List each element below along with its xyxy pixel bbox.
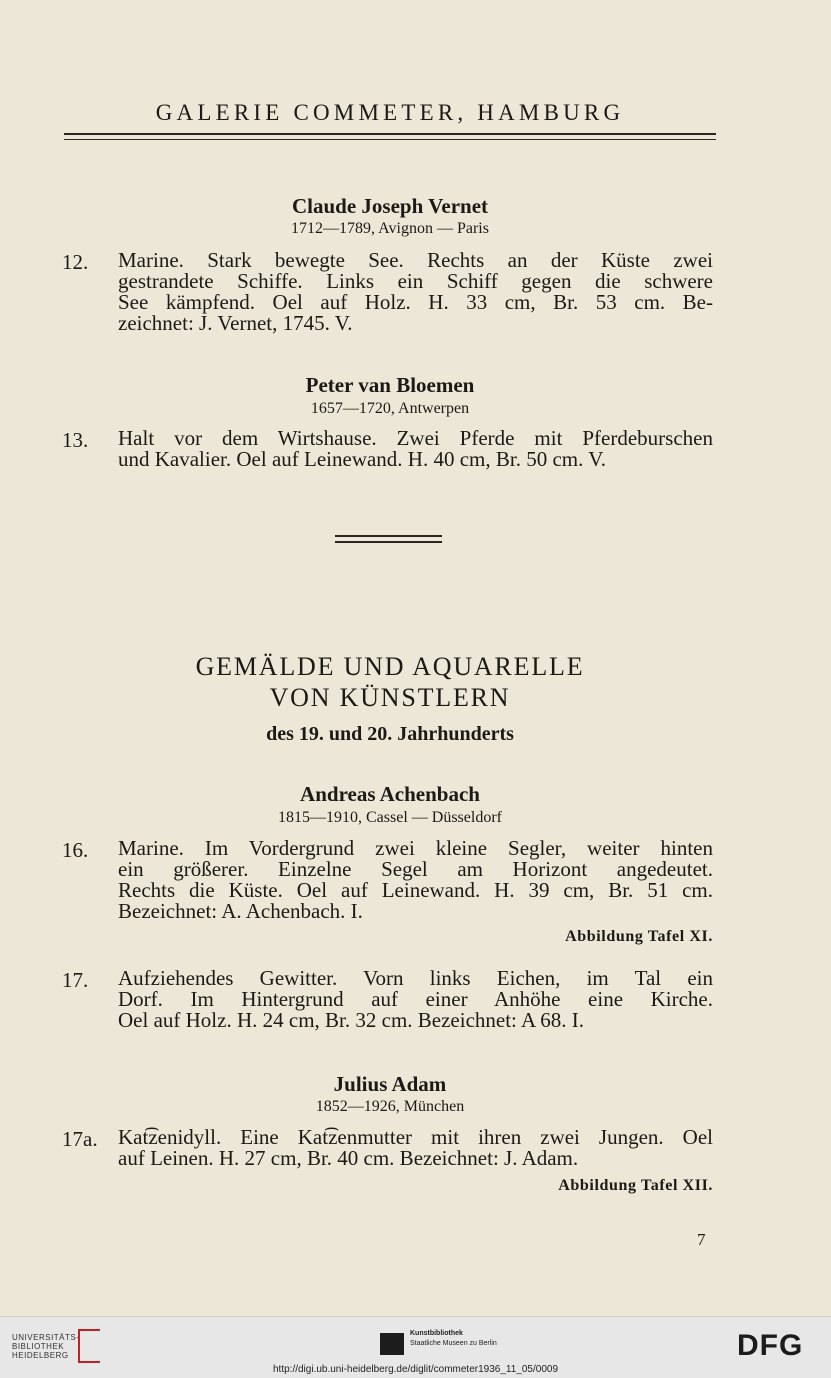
plate-reference: Abbildung Tafel XII. — [558, 1177, 713, 1194]
artist-name: Andreas Achenbach — [300, 782, 480, 806]
section-subtitle: des 19. und 20. Jahrhunderts — [266, 723, 514, 745]
entry-line: ein größerer. Einzelne Segel am Horizont angedeutet. — [118, 857, 713, 881]
entry-line: Kat͡zenidyll. Eine Kat͡zenmutter mit ihren zwei Jungen. Oel — [118, 1125, 713, 1149]
catalog-entry — [118, 838, 713, 922]
catalog-entry — [118, 428, 713, 470]
kunstbibliothek-text — [410, 1329, 497, 1349]
entry-line: Dorf. Im Hintergrund auf einer Anhöhe eine Kirche. — [118, 987, 713, 1011]
entry-line: Halt vor dem Wirtshause. Zwei Pferde mit Pferdeburschen — [118, 426, 713, 450]
dfg-logo: DFG — [737, 1329, 804, 1362]
catalog-number: 17a. — [62, 1127, 98, 1151]
catalog-number: 13. — [62, 428, 89, 452]
viewer-footer — [0, 1316, 831, 1378]
entry-line: gestrandete Schiffe. Links ein Schiff gegen die schwere — [118, 269, 713, 293]
artist-name: Peter van Bloemen — [305, 373, 475, 397]
entry-line: See kämpfend. Oel auf Holz. H. 33 cm, Br. 53 cm. Be- — [118, 290, 713, 314]
section-separator — [335, 541, 442, 543]
entry-line: Marine. Stark bewegte See. Rechts an der Küste zwei — [118, 248, 713, 272]
entry-line: Bezeichnet: A. Achenbach. I. — [118, 899, 363, 923]
university-line: HEIDELBERG — [12, 1351, 69, 1360]
catalog-number: 12. — [62, 250, 89, 274]
header-rule-thin — [64, 139, 716, 140]
section-title: GEMÄLDE UND AQUARELLE — [195, 652, 585, 681]
plate-reference: Abbildung Tafel XI. — [565, 928, 713, 945]
entry-line: zeichnet: J. Vernet, 1745. V. — [118, 311, 353, 335]
university-line: UNIVERSITÄTS- — [12, 1333, 80, 1342]
entry-line: und Kavalier. Oel auf Leinewand. H. 40 cm, Br. 50 cm. V. — [118, 447, 606, 471]
entry-line: Marine. Im Vordergrund zwei kleine Segler, weiter hinten — [118, 836, 713, 860]
artist-name: Claude Joseph Vernet — [291, 194, 489, 218]
university-logo-icon — [78, 1329, 100, 1363]
catalog-entry — [118, 250, 713, 334]
artist-dates: 1657—1720, Antwerpen — [310, 400, 470, 417]
entry-line: Aufziehendes Gewitter. Vorn links Eichen, im Tal ein — [118, 966, 713, 990]
catalog-number: 16. — [62, 838, 89, 862]
section-separator — [335, 535, 442, 537]
entry-line: Rechts die Küste. Oel auf Leinewand. H. 39 cm, Br. 51 cm. — [118, 878, 713, 902]
artist-name: Julius Adam — [333, 1072, 447, 1096]
catalog-entry — [118, 1127, 713, 1169]
page-number: 7 — [697, 1230, 706, 1249]
artist-dates: 1815—1910, Cassel — Düsseldorf — [278, 809, 502, 826]
running-head: GALERIE COMMETER, HAMBURG — [155, 100, 625, 125]
permalink-url[interactable]: http://digi.ub.uni-heidelberg.de/diglit/commeter1936_11_05/0009 — [272, 1364, 558, 1375]
artist-dates: 1712—1789, Avignon — Paris — [291, 220, 489, 237]
kunstbibliothek-logo-icon — [380, 1333, 404, 1355]
artist-dates: 1852—1926, München — [315, 1098, 465, 1115]
university-line: BIBLIOTHEK — [12, 1342, 65, 1351]
entry-line: Oel auf Holz. H. 24 cm, Br. 32 cm. Bezeichnet: A 68. I. — [118, 1008, 584, 1032]
section-title: VON KÜNSTLERN — [269, 683, 511, 712]
catalog-entry — [118, 968, 713, 1031]
kb-subtitle: Staatliche Museen zu Berlin — [410, 1340, 497, 1347]
entry-line: auf Leinen. H. 27 cm, Br. 40 cm. Bezeichnet: J. Adam. — [118, 1146, 579, 1170]
header-rule-thick — [64, 133, 716, 135]
university-library-logo-text — [12, 1333, 79, 1360]
catalog-number: 17. — [62, 968, 89, 992]
kb-title: Kunstbibliothek — [410, 1330, 463, 1337]
